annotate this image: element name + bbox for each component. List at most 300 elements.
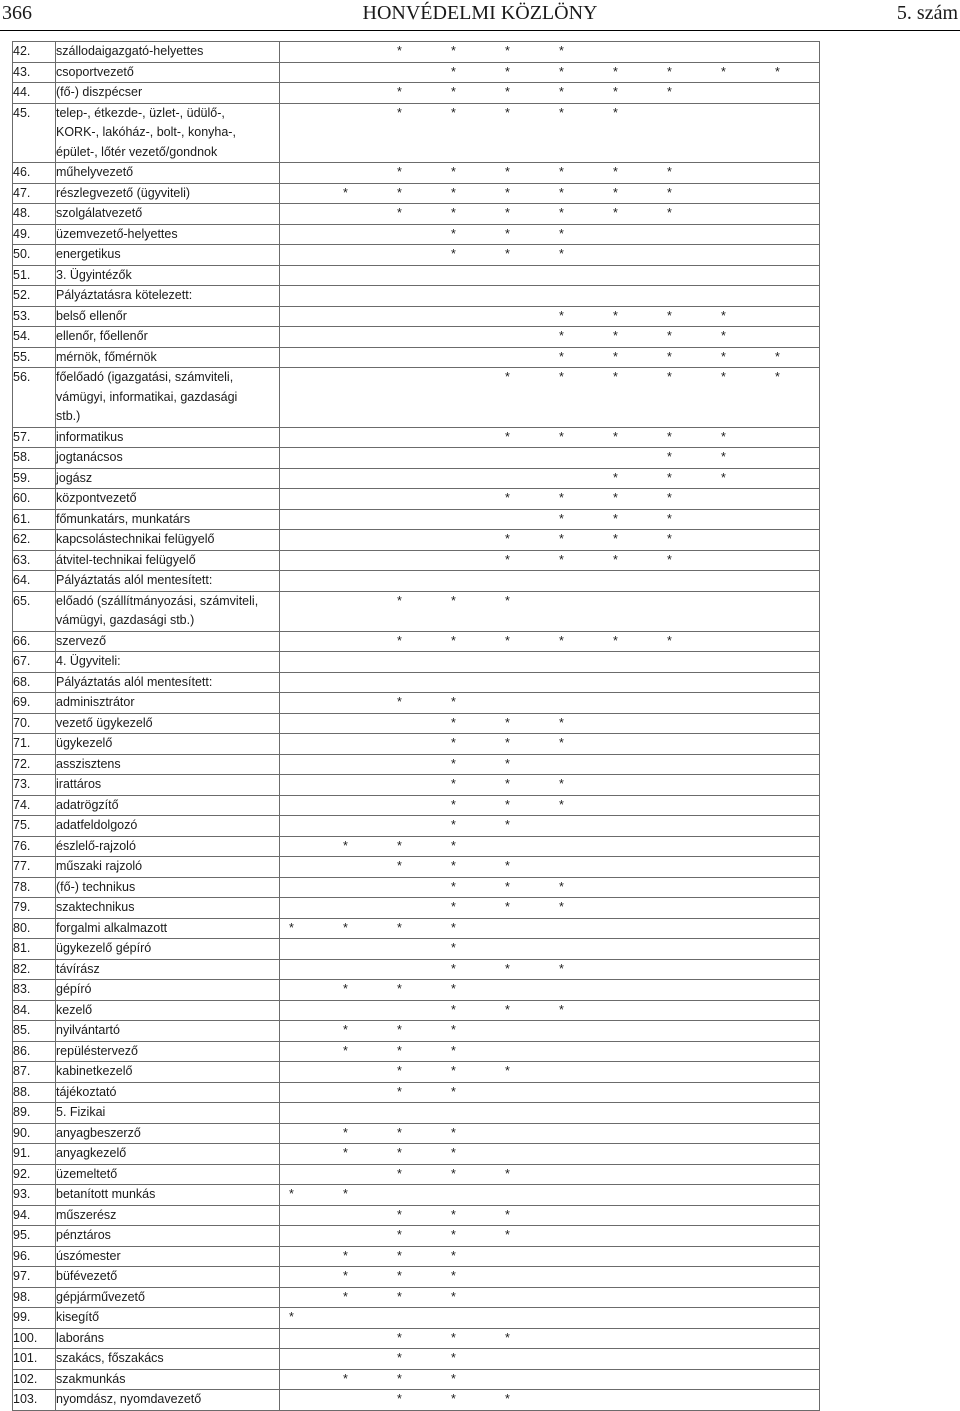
grade-cell — [631, 713, 685, 734]
grade-cell — [361, 245, 415, 266]
row-number: 97. — [13, 1267, 56, 1288]
position-name — [56, 1062, 510, 1083]
grade-cell — [685, 1308, 739, 1329]
grade-cell — [361, 857, 415, 878]
table-row — [13, 1328, 820, 1349]
grade-mark: * — [613, 552, 618, 567]
grade-cell — [469, 1062, 523, 1083]
position-name — [56, 734, 564, 755]
grade-cell — [685, 1246, 739, 1267]
grade-mark: * — [343, 1146, 348, 1160]
position-name — [56, 286, 280, 307]
grade-cell — [685, 1144, 739, 1165]
grade-mark: * — [559, 715, 564, 730]
grade-cell — [469, 1082, 523, 1103]
grade-mark: * — [505, 859, 510, 873]
table-row — [13, 550, 820, 571]
grade-cell — [739, 286, 793, 307]
grade-cell — [685, 775, 739, 796]
grade-cell — [307, 571, 361, 592]
grade-cell — [793, 1287, 820, 1308]
grade-cell — [739, 693, 793, 714]
grade-cell — [469, 918, 523, 939]
grade-cell — [361, 1000, 415, 1021]
grade-cell — [793, 1369, 820, 1390]
grade-cell — [469, 1000, 523, 1021]
grade-cell — [523, 83, 577, 104]
grade-cell — [631, 1021, 685, 1042]
grade-mark: * — [667, 206, 672, 220]
grade-cell — [577, 713, 631, 734]
grade-cell — [361, 571, 415, 592]
grade-mark: * — [397, 1289, 402, 1304]
grade-cell — [469, 836, 523, 857]
table-row — [13, 1000, 820, 1021]
grade-cell — [280, 1328, 307, 1349]
grade-cell — [361, 1103, 415, 1124]
table-row — [13, 713, 820, 734]
grade-mark: * — [343, 1187, 348, 1201]
grade-cell — [361, 347, 415, 368]
grade-cell — [523, 1390, 577, 1411]
grade-mark: * — [397, 44, 402, 58]
grade-cell — [631, 959, 685, 980]
grade-cell — [415, 62, 469, 83]
grade-mark: * — [613, 64, 618, 79]
grade-mark: * — [559, 85, 564, 99]
grade-cell — [793, 489, 820, 510]
grade-cell — [361, 530, 415, 551]
grade-cell — [523, 183, 577, 204]
grade-cell — [307, 1205, 361, 1226]
grade-cell — [523, 265, 577, 286]
grade-cell — [685, 62, 739, 83]
grade-mark: * — [505, 1330, 510, 1345]
grade-cell — [523, 550, 577, 571]
grade-mark: * — [559, 797, 564, 812]
grade-cell — [469, 1349, 523, 1370]
table-row — [13, 204, 820, 225]
grade-cell — [415, 1000, 469, 1021]
grade-cell — [577, 1287, 631, 1308]
row-number: 48. — [13, 204, 56, 225]
page-header — [0, 0, 960, 31]
grade-cell — [307, 1041, 361, 1062]
grade-cell — [577, 1164, 631, 1185]
table-row — [13, 591, 820, 631]
grade-cell — [793, 427, 820, 448]
grade-cell — [739, 509, 793, 530]
position-name — [56, 489, 672, 510]
row-number: 101. — [13, 1349, 56, 1370]
grade-cell — [415, 163, 469, 184]
grade-cell — [631, 754, 685, 775]
grade-mark: * — [721, 308, 726, 323]
grade-cell — [415, 591, 469, 631]
row-number: 56. — [13, 368, 56, 428]
grade-cell — [469, 347, 523, 368]
position-name — [56, 1185, 348, 1206]
grade-cell — [307, 427, 361, 448]
grade-cell — [523, 489, 577, 510]
grade-cell — [685, 327, 739, 348]
grade-cell — [631, 775, 685, 796]
grade-cell — [685, 1328, 739, 1349]
grade-cell — [739, 652, 793, 673]
grade-cell — [793, 631, 820, 652]
grade-cell — [307, 1369, 361, 1390]
grade-cell — [793, 939, 820, 960]
grade-mark: * — [613, 491, 618, 505]
grade-cell — [793, 857, 820, 878]
grade-cell — [415, 857, 469, 878]
grade-cell — [307, 163, 361, 184]
grade-cell — [793, 1164, 820, 1185]
grade-mark: * — [343, 838, 348, 853]
grade-cell — [631, 571, 685, 592]
grade-cell — [685, 1267, 739, 1288]
grade-mark: * — [451, 777, 456, 791]
grade-cell — [793, 42, 820, 63]
grade-cell — [577, 959, 631, 980]
grade-cell — [523, 224, 577, 245]
grade-cell — [523, 42, 577, 63]
position-name-line: kabinetkezelő — [56, 1064, 133, 1078]
grade-cell — [577, 265, 631, 286]
grade-cell — [793, 1267, 820, 1288]
grade-cell — [685, 1103, 739, 1124]
grade-cell — [685, 286, 739, 307]
grade-mark: * — [613, 105, 618, 120]
grade-cell — [415, 1369, 469, 1390]
position-name-line: 3. Ügyintézők — [56, 267, 132, 282]
grade-cell — [307, 368, 361, 428]
grade-cell — [685, 1041, 739, 1062]
position-name-line: épület-, lőtér vezető/gondnok — [56, 144, 218, 159]
grade-cell — [739, 1082, 793, 1103]
grade-cell — [307, 103, 361, 163]
grade-mark: * — [397, 633, 402, 648]
grade-cell — [307, 1123, 361, 1144]
grade-cell — [577, 693, 631, 714]
position-name — [56, 368, 780, 428]
grade-cell — [523, 347, 577, 368]
grade-cell — [361, 509, 415, 530]
grade-cell — [307, 1000, 361, 1021]
grade-cell — [415, 1390, 469, 1411]
grade-cell — [793, 1205, 820, 1226]
position-name-line: laboráns — [56, 1330, 104, 1345]
grade-mark: * — [775, 349, 780, 364]
grade-cell — [307, 1164, 361, 1185]
grade-cell — [739, 224, 793, 245]
position-name-line: jogász — [56, 470, 93, 485]
grade-cell — [307, 795, 361, 816]
grade-cell — [361, 631, 415, 652]
grade-cell — [793, 980, 820, 1001]
row-number: 46. — [13, 163, 56, 184]
grade-cell — [577, 1328, 631, 1349]
grade-cell — [523, 468, 577, 489]
grade-cell — [577, 1369, 631, 1390]
grade-mark: * — [667, 185, 672, 200]
table-row — [13, 347, 820, 368]
grade-cell — [577, 1205, 631, 1226]
grade-cell — [793, 83, 820, 104]
grade-mark: * — [559, 633, 564, 648]
grade-cell — [523, 1041, 577, 1062]
grade-cell — [631, 857, 685, 878]
position-name — [56, 1021, 456, 1042]
grade-cell — [793, 306, 820, 327]
grade-cell — [685, 857, 739, 878]
position-name-line: betanított munkás — [56, 1187, 156, 1201]
grade-cell — [307, 1390, 361, 1411]
grade-cell — [523, 163, 577, 184]
grade-cell — [415, 550, 469, 571]
row-number: 47. — [13, 183, 56, 204]
grade-cell — [280, 591, 307, 631]
grade-cell — [415, 980, 469, 1001]
row-number: 82. — [13, 959, 56, 980]
grade-cell — [577, 795, 631, 816]
grade-cell — [280, 1021, 307, 1042]
grade-cell — [577, 245, 631, 266]
row-number: 62. — [13, 530, 56, 551]
grade-mark: * — [451, 226, 456, 241]
grade-cell — [361, 224, 415, 245]
grade-cell — [739, 775, 793, 796]
grade-cell — [577, 1000, 631, 1021]
grade-cell — [361, 1390, 415, 1411]
grade-cell — [307, 857, 361, 878]
grade-cell — [469, 734, 523, 755]
position-name — [56, 347, 780, 368]
grade-cell — [307, 83, 361, 104]
grade-cell — [577, 62, 631, 83]
grade-cell — [523, 836, 577, 857]
grade-cell — [469, 652, 523, 673]
position-name-line: kisegítő — [56, 1310, 100, 1324]
grade-cell — [280, 693, 307, 714]
grade-cell — [523, 652, 577, 673]
position-name — [56, 918, 456, 939]
grade-mark: * — [397, 1269, 402, 1283]
grade-cell — [523, 1349, 577, 1370]
grade-cell — [523, 959, 577, 980]
row-number: 71. — [13, 734, 56, 755]
grade-mark: * — [451, 1064, 456, 1078]
grade-mark: * — [559, 961, 564, 976]
position-name-line: vezető ügykezelő — [56, 715, 153, 730]
row-number: 61. — [13, 509, 56, 530]
grade-cell — [415, 713, 469, 734]
table-row — [13, 1246, 820, 1267]
grade-cell — [280, 1041, 307, 1062]
grade-mark: * — [505, 1228, 510, 1242]
grade-cell — [631, 530, 685, 551]
table-row — [13, 1144, 820, 1165]
grade-cell — [631, 877, 685, 898]
table-row — [13, 183, 820, 204]
table-row — [13, 1185, 820, 1206]
grade-cell — [280, 571, 307, 592]
grade-mark: * — [667, 552, 672, 567]
grade-cell — [739, 489, 793, 510]
grade-cell — [685, 693, 739, 714]
grade-cell — [739, 163, 793, 184]
grade-cell — [361, 1226, 415, 1247]
table-row — [13, 631, 820, 652]
position-name — [56, 448, 726, 469]
grade-mark: * — [505, 105, 510, 120]
grade-mark: * — [613, 85, 618, 99]
grade-cell — [685, 347, 739, 368]
grade-cell — [631, 1123, 685, 1144]
grade-mark: * — [505, 64, 510, 79]
grade-mark: * — [289, 1187, 294, 1201]
grade-cell — [469, 204, 523, 225]
position-name-line: anyagbeszerző — [56, 1125, 141, 1140]
grade-cell — [415, 1349, 469, 1370]
row-number: 51. — [13, 265, 56, 286]
grade-cell — [469, 530, 523, 551]
grade-cell — [793, 713, 820, 734]
grade-cell — [361, 775, 415, 796]
grade-cell — [577, 42, 631, 63]
grade-mark: * — [667, 165, 672, 179]
grade-cell — [469, 265, 523, 286]
grade-cell — [685, 1287, 739, 1308]
grade-cell — [577, 550, 631, 571]
grade-cell — [685, 571, 739, 592]
grade-cell — [415, 631, 469, 652]
position-name — [56, 1103, 280, 1124]
grade-cell — [469, 571, 523, 592]
grade-cell — [793, 1144, 820, 1165]
grade-cell — [280, 427, 307, 448]
position-name-line: gépjárművezető — [56, 1289, 145, 1304]
grade-cell — [631, 591, 685, 631]
grade-cell — [631, 1041, 685, 1062]
grade-cell — [280, 368, 307, 428]
grade-cell — [739, 83, 793, 104]
table-row — [13, 1390, 820, 1411]
row-number: 93. — [13, 1185, 56, 1206]
grade-cell — [793, 224, 820, 245]
grade-mark: * — [505, 429, 510, 444]
grade-cell — [307, 286, 361, 307]
grade-cell — [361, 1062, 415, 1083]
position-name-line: tájékoztató — [56, 1084, 117, 1099]
grade-cell — [523, 327, 577, 348]
grade-cell — [739, 1369, 793, 1390]
position-name-line: asszisztens — [56, 756, 121, 771]
grade-cell — [523, 1328, 577, 1349]
grade-cell — [631, 368, 685, 428]
row-number: 81. — [13, 939, 56, 960]
grade-mark: * — [505, 491, 510, 505]
grade-mark: * — [505, 1392, 510, 1406]
grade-cell — [280, 1144, 307, 1165]
grade-cell — [631, 1246, 685, 1267]
grade-mark: * — [505, 165, 510, 179]
grade-cell — [577, 468, 631, 489]
grade-mark: * — [559, 206, 564, 220]
position-name-line: észlelő-rajzoló — [56, 838, 136, 853]
grade-cell — [280, 1287, 307, 1308]
grade-cell — [577, 1062, 631, 1083]
grade-cell — [685, 468, 739, 489]
grade-cell — [415, 1226, 469, 1247]
row-number: 63. — [13, 550, 56, 571]
grade-cell — [631, 693, 685, 714]
grade-cell — [280, 980, 307, 1001]
grade-cell — [469, 591, 523, 631]
table-row — [13, 42, 820, 63]
grade-cell — [523, 1287, 577, 1308]
grade-cell — [523, 1144, 577, 1165]
grade-cell — [361, 448, 415, 469]
grade-cell — [280, 550, 307, 571]
position-name — [56, 1226, 510, 1247]
grade-cell — [631, 468, 685, 489]
grade-cell — [685, 1164, 739, 1185]
table-row — [13, 1205, 820, 1226]
grade-cell — [685, 1123, 739, 1144]
grade-mark: * — [397, 206, 402, 220]
grade-cell — [415, 368, 469, 428]
grade-mark: * — [397, 1330, 402, 1345]
grade-cell — [415, 245, 469, 266]
grade-mark: * — [397, 838, 402, 853]
grade-cell — [469, 1267, 523, 1288]
row-number: 72. — [13, 754, 56, 775]
grade-mark: * — [397, 1371, 402, 1386]
grade-cell — [577, 652, 631, 673]
position-name-line: vámügyi, informatikai, gazdasági — [56, 389, 238, 404]
grade-cell — [469, 1164, 523, 1185]
table-row — [13, 877, 820, 898]
grade-cell — [307, 693, 361, 714]
grade-cell — [685, 1369, 739, 1390]
grade-cell — [469, 62, 523, 83]
grade-mark: * — [505, 593, 510, 608]
grade-mark: * — [559, 736, 564, 750]
grade-cell — [361, 427, 415, 448]
grade-cell — [469, 103, 523, 163]
grade-cell — [631, 347, 685, 368]
grade-mark: * — [397, 1084, 402, 1099]
grade-cell — [631, 1308, 685, 1329]
grade-mark: * — [667, 349, 672, 364]
row-number: 76. — [13, 836, 56, 857]
position-name — [56, 83, 672, 104]
grade-cell — [685, 509, 739, 530]
position-name-line: Pályáztatás alól mentesített: — [56, 573, 213, 587]
grade-cell — [280, 1390, 307, 1411]
grade-cell — [577, 489, 631, 510]
grade-cell — [307, 672, 361, 693]
grade-mark: * — [505, 532, 510, 546]
grade-cell — [577, 836, 631, 857]
grade-cell — [685, 734, 739, 755]
position-name-line: kapcsolástechnikai felügyelő — [56, 532, 215, 546]
grade-cell — [523, 816, 577, 837]
grade-cell — [631, 1062, 685, 1083]
position-name-line: nyomdász, nyomdavezető — [56, 1392, 202, 1406]
grade-mark: * — [451, 1351, 456, 1365]
